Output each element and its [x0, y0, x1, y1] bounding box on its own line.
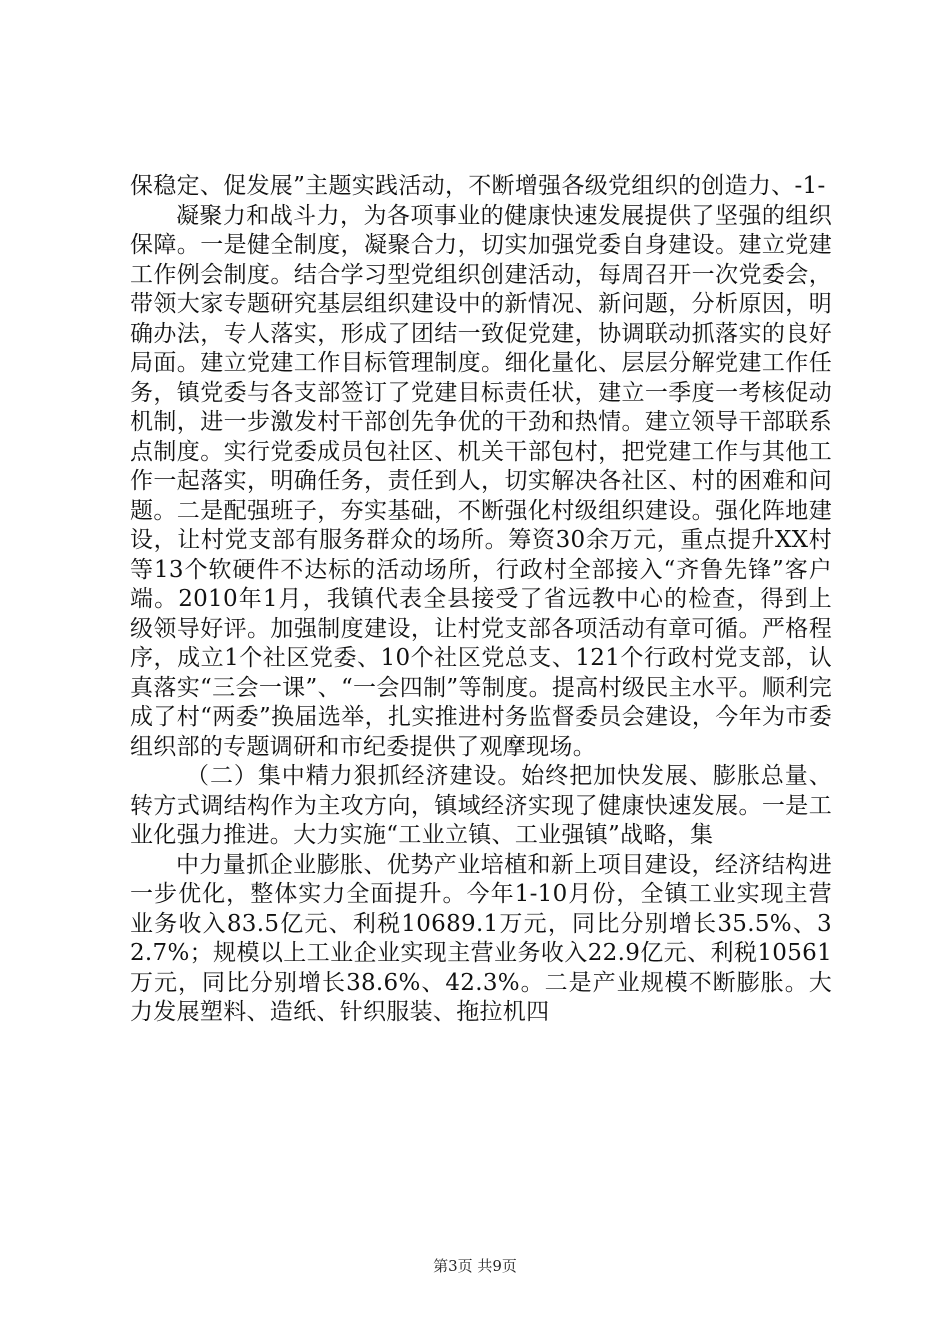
paragraph-4: 中力量抓企业膨胀、优势产业培植和新上项目建设，经济结构进一步优化，整体实力全面提升。今年1-10月份，全镇工业实现主营业务收入83.5亿元、利税10689.1万元，同比分别增长35.5%、32.7%；规模以上工业企业实现主营业务收入22.9亿元、利税10561万元，同比分别增长38.6%、42.3%。二是产业规模不断膨胀。大力发展塑料、造纸、针织服装、拖拉机四 [130, 851, 832, 1025]
paragraph-2: 凝聚力和战斗力，为各项事业的健康快速发展提供了坚强的组织保障。一是健全制度，凝聚合力，切实加强党委自身建设。建立党建工作例会制度。结合学习型党组织创建活动，每周召开一次党委会，带领大家专题研究基层组织建设中的新情况、新问题，分析原因，明确办法，专人落实，形成了团结一致促党建，协调联动抓落实的良好局面。建立党建工作目标管理制度。细化量化、层层分解党建工作任务，镇党委与各支部签订了党建目标责任状，建立一季度一考核促动机制，进一步激发村干部创先争优的干劲和热情。建立领导干部联系点制度。实行党委成员包社区、机关干部包村，把党建工作与其他工作一起落实，明确任务，责任到人，切实解决各社区、村的困难和问题。二是配强班子，夯实基础，不断强化村级组织建设。强化阵地建设，让村党支部有服务群众的场所。筹资30余万元，重点提升XX村等13个软硬件不达标的活动场所，行政村全部接入“齐鲁先锋”客户端。2010年1月，我镇代表全县接受了省远教中心的检查，得到上级领导好评。加强制度建设，让村党支部各项活动有章可循。严格程序，成立1个社区党委、10个社区党总支、121个行政村党支部，认真落实“三会一课”、“一会四制”等制度。提高村级民主水平。顺利完成了村“两委”换届选举，扎实推进村务监督委员会建设，今年为市委组织部的专题调研和市纪委提供了观摩现场。 [130, 202, 832, 760]
document-body [130, 172, 832, 1028]
page-footer: 第3页 共9页 [433, 1257, 517, 1275]
paragraph-1: 保稳定、促发展”主题实践活动，不断增强各级党组织的创造力、-1- [130, 173, 826, 199]
paragraph-3: （二）集中精力狠抓经济建设。始终把加快发展、膨胀总量、转方式调结构作为主攻方向，镇域经济实现了健康快速发展。一是工业化强力推进。大力实施“工业立镇、工业强镇”战略，集 [130, 763, 832, 848]
